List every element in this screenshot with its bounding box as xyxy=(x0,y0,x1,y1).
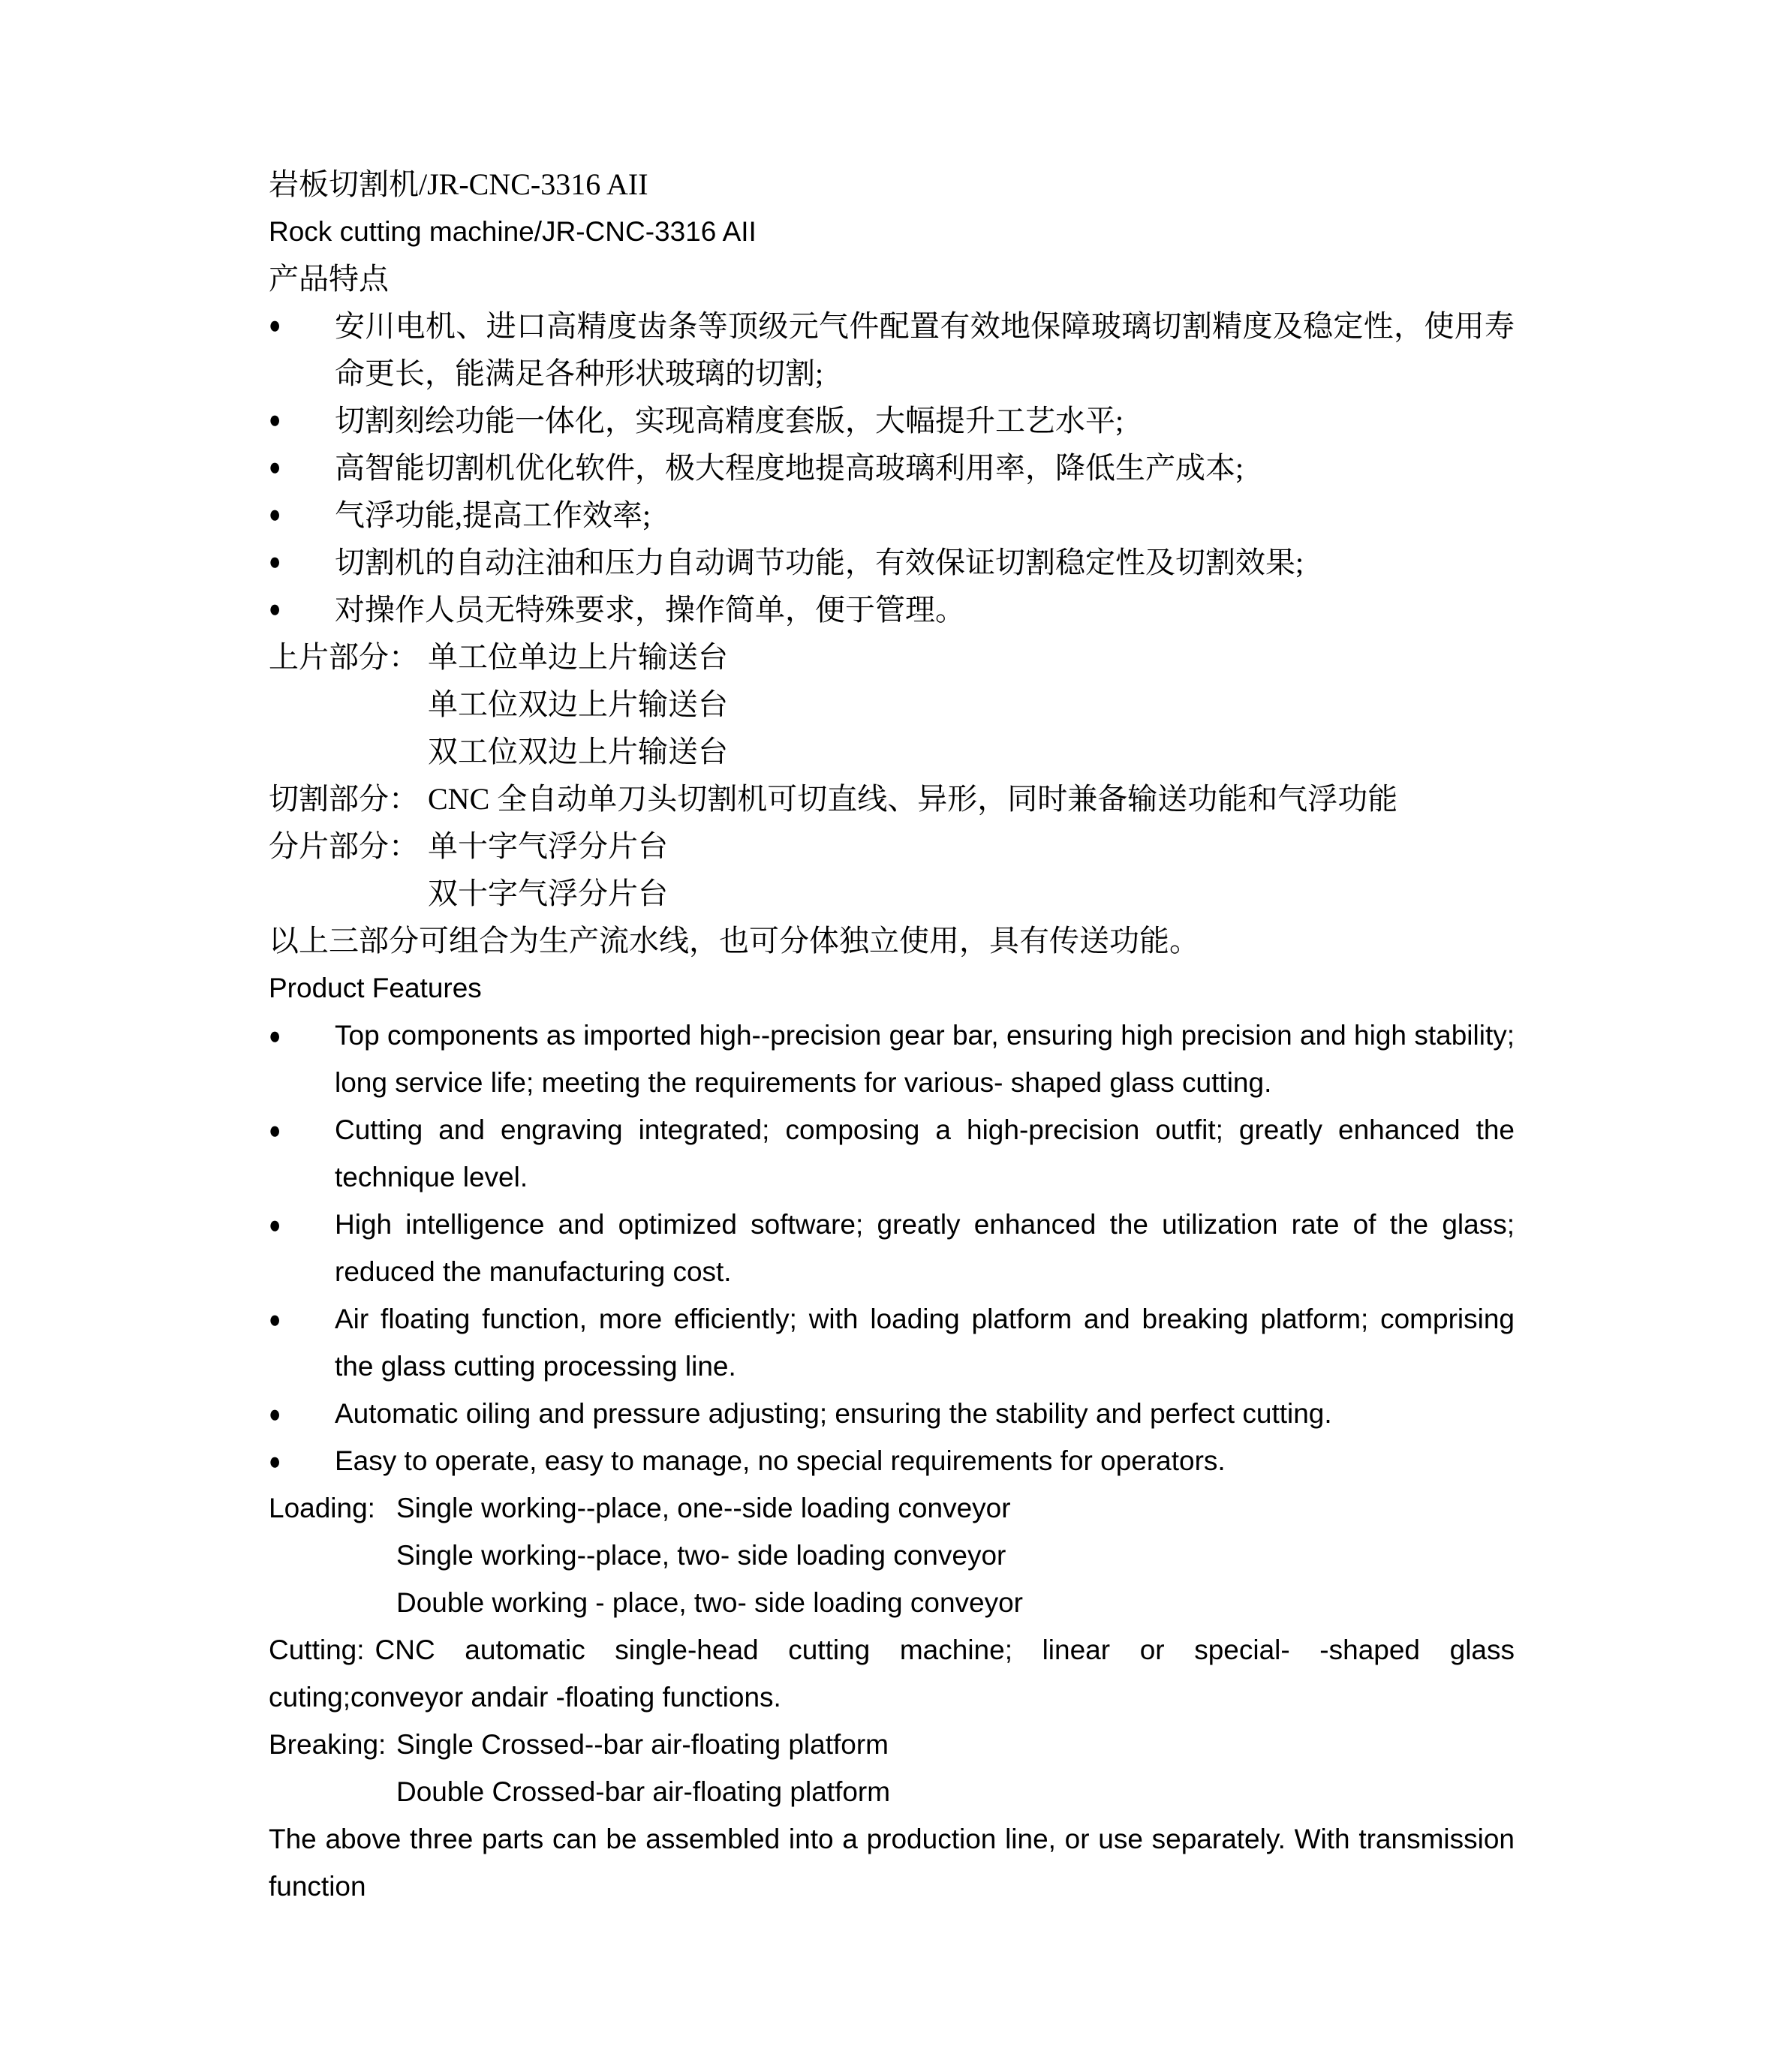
feature-text-zh-3: 高智能切割机优化软件，极大程度地提高玻璃利用率，降低生产成本; xyxy=(335,451,1244,485)
section-cutting-en-label: Cutting: xyxy=(269,1634,365,1665)
bullet-icon: ● xyxy=(269,312,281,339)
section-loading-zh-line-3: 双工位双边上片输送台 xyxy=(428,735,728,768)
section-breaking-zh-line-2: 双十字气浮分片台 xyxy=(428,877,668,910)
feature-text-en-2: Cutting and engraving integrated; composing a high-precision outfit; greatly enhanced the technique level. xyxy=(335,1114,1515,1192)
section-loading-zh-text-1: 单工位单边上片输送台 xyxy=(428,640,728,674)
section-breaking-zh-label: 分片部分： xyxy=(269,829,419,863)
section-breaking-zh-line-1 xyxy=(269,822,1515,870)
bullet-icon: ● xyxy=(269,1305,281,1333)
section-cutting-en xyxy=(269,1626,1515,1721)
section-loading-en-line-2: Single working--place, two- side loading conveyor xyxy=(396,1540,1006,1571)
section-breaking-zh-text-1: 单十字气浮分片台 xyxy=(428,829,668,863)
section-loading-zh-line-1 xyxy=(269,633,1515,681)
feature-text-en-6: Easy to operate, easy to manage, no special requirements for operators. xyxy=(335,1445,1226,1476)
feature-item-zh-6 xyxy=(269,586,1515,633)
bullet-icon: ● xyxy=(269,1116,281,1144)
feature-item-en-1 xyxy=(269,1012,1515,1106)
section-loading-en-text-1: Single working--place, one--side loading conveyor xyxy=(396,1493,1011,1523)
feature-item-en-5 xyxy=(269,1390,1515,1437)
bullet-icon: ● xyxy=(269,1447,281,1475)
section-cutting-en-text: CNC automatic single-head cutting machine; linear or special- -shaped glass cuting;conveyor andair -floating functions. xyxy=(269,1634,1515,1713)
feature-item-en-4 xyxy=(269,1295,1515,1390)
feature-item-en-6 xyxy=(269,1437,1515,1484)
bullet-icon: ● xyxy=(269,596,281,623)
feature-item-zh-2 xyxy=(269,397,1515,444)
section-cutting-zh xyxy=(269,775,1515,822)
section-cutting-zh-label: 切割部分： xyxy=(269,782,419,816)
feature-item-zh-4 xyxy=(269,492,1515,539)
feature-text-zh-1: 安川电机、进口高精度齿条等顶级元气件配置有效地保障玻璃切割精度及稳定性，使用寿命更长，能满足各种形状玻璃的切割; xyxy=(335,309,1515,390)
feature-item-zh-1 xyxy=(269,302,1515,397)
feature-text-zh-6: 对操作人员无特殊要求，操作简单，便于管理。 xyxy=(335,593,965,627)
section-cutting-zh-text: CNC 全自动单刀头切割机可切直线、异形，同时兼备输送功能和气浮功能 xyxy=(428,782,1398,816)
summary-zh: 以上三部分可组合为生产流水线，也可分体独立使用，具有传送功能。 xyxy=(269,924,1199,958)
feature-text-zh-2: 切割刻绘功能一体化，实现高精度套版，大幅提升工艺水平; xyxy=(335,404,1124,438)
summary-en: The above three parts can be assembled into a production line, or use separately. With transmission function xyxy=(269,1824,1515,1902)
bullet-icon: ● xyxy=(269,549,281,576)
bullet-icon: ● xyxy=(269,501,281,528)
bullet-icon: ● xyxy=(269,1210,281,1238)
features-heading-zh: 产品特点 xyxy=(269,262,389,296)
bullet-icon: ● xyxy=(269,407,281,434)
section-loading-zh-label: 上片部分： xyxy=(269,640,419,674)
section-loading-zh-line-2: 单工位双边上片输送台 xyxy=(428,687,728,721)
section-loading-en-line-3: Double working - place, two- side loading conveyor xyxy=(396,1587,1023,1618)
section-breaking-en-line-2: Double Crossed-bar air-floating platform xyxy=(396,1776,891,1807)
feature-text-zh-4: 气浮功能,提高工作效率; xyxy=(335,498,651,532)
bullet-icon: ● xyxy=(269,454,281,481)
features-heading-en: Product Features xyxy=(269,973,482,1003)
feature-text-en-4: Air floating function, more efficiently; with loading platform and breaking platform; comprising the glass cutting processing line. xyxy=(335,1304,1515,1382)
document-title-zh: 岩板切割机/JR-CNC-3316 AII xyxy=(269,167,648,201)
feature-item-zh-3 xyxy=(269,444,1515,492)
section-breaking-en-text-1: Single Crossed--bar air-floating platform xyxy=(396,1729,889,1760)
section-loading-en-line-1 xyxy=(269,1484,1515,1532)
document-content xyxy=(269,161,1515,1910)
feature-item-zh-5 xyxy=(269,539,1515,586)
feature-item-en-3 xyxy=(269,1201,1515,1295)
feature-text-en-1: Top components as imported high--precision gear bar, ensuring high precision and high stability; long service life; meeting the requirements for various- shaped glass cutting. xyxy=(335,1020,1515,1098)
feature-text-en-3: High intelligence and optimized software; greatly enhanced the utilization rate of the glass; reduced the manufacturing cost. xyxy=(335,1209,1515,1287)
document-title-en: Rock cutting machine/JR-CNC-3316 AII xyxy=(269,216,757,247)
bullet-icon: ● xyxy=(269,1400,281,1427)
feature-text-en-5: Automatic oiling and pressure adjusting; ensuring the stability and perfect cutting. xyxy=(335,1398,1332,1429)
feature-text-zh-5: 切割机的自动注油和压力自动调节功能，有效保证切割稳定性及切割效果; xyxy=(335,546,1304,579)
feature-item-en-2 xyxy=(269,1106,1515,1201)
section-breaking-en-label: Breaking: xyxy=(269,1729,387,1760)
section-breaking-en-line-1 xyxy=(269,1721,1515,1768)
bullet-icon: ● xyxy=(269,1021,281,1049)
section-loading-en-label: Loading: xyxy=(269,1493,375,1523)
